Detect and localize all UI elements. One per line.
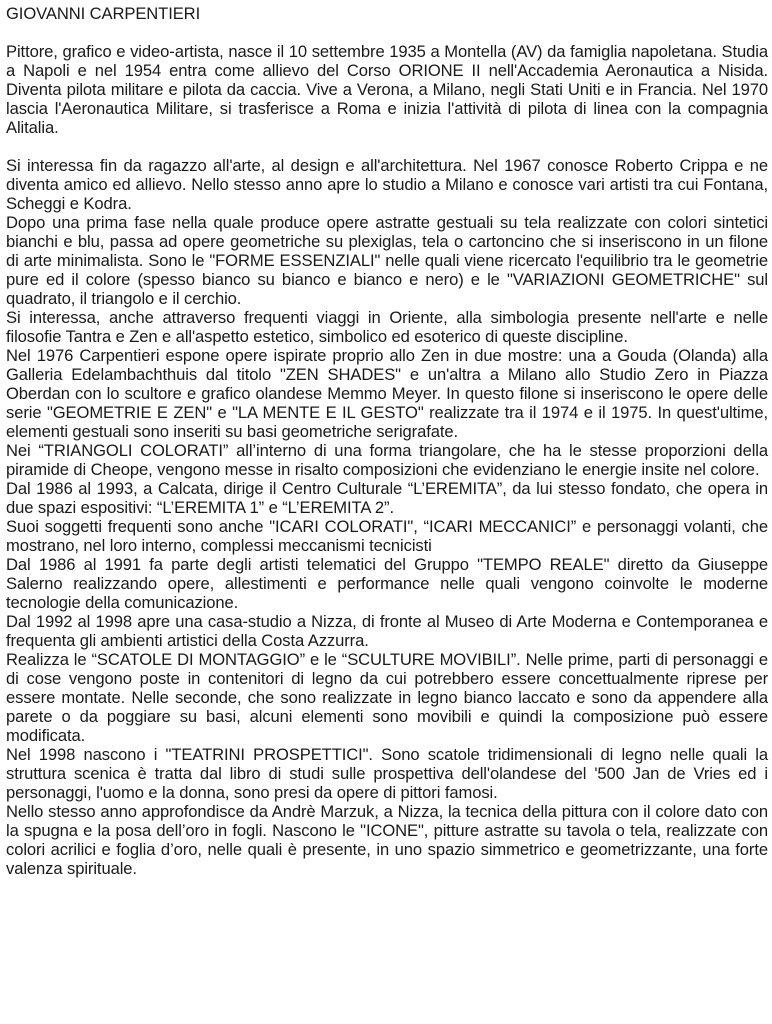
paragraph-early-works: Dopo una prima fase nella quale produce opere astratte gestuali su tela realizzate con colori sintetici bianchi e blu, passa ad opere geometriche su plexiglas, tela o cartoncino che si inseriscono in un filone di arte minimalista. Sono le "FORME ESSENZIALI" nelle quali viene ricercato l'equilibrio tra le geometrie pure ed il colore (spesso bianco su bianco e bianco e nero) e le "VARIAZIONI GEOMETRICHE" sul quadrato, il triangolo e il cerchio. [6,213,768,308]
paragraph-nizza: Dal 1992 al 1998 apre una casa-studio a Nizza, di fronte al Museo di Arte Moderna e Contemporanea e frequenta gli ambienti artistici della Costa Azzurra. [6,612,768,650]
paragraph-art-interest: Si interessa fin da ragazzo all'arte, al design e all'architettura. Nel 1967 conosce Roberto Crippa e ne diventa amico ed allievo. Nello stesso anno apre lo studio a Milano e conosce vari artisti tra cui Fontana, Scheggi e Kodra. [6,156,768,213]
paragraph-eremita: Dal 1986 al 1993, a Calcata, dirige il Centro Culturale “L’EREMITA”, da lui stesso fondato, che opera in due spazi espositivi: “L’EREMITA 1” e “L’EREMITA 2”. [6,479,768,517]
paragraph-zen-exhibitions: Nel 1976 Carpentieri espone opere ispirate proprio allo Zen in due mostre: una a Gouda (Olanda) alla Galleria Edelambachthuis dal titolo "ZEN SHADES" e un'altra a Milano allo Studio Zero in Piazza Oberdan con lo scultore e grafico olandese Memmo Meyer. In questo filone si inseriscono le opere delle serie "GEOMETRIE E ZEN" e "LA MENTE E IL GESTO" realizzate tra il 1974 e il 1975. In quest'ultime, elementi gestuali sono inseriti su basi geometriche serigrafate. [6,346,768,441]
document-page [6,4,768,878]
paragraph-biography: Pittore, grafico e video-artista, nasce il 10 settembre 1935 a Montella (AV) da famiglia napoletana. Studia a Napoli e nel 1954 entra come allievo del Corso ORIONE II nell'Accademia Aeronautica a Nisida. Diventa pilota militare e pilota da caccia. Vive a Verona, a Milano, negli Stati Uniti e in Francia. Nel 1970 lascia l'Aeronautica Militare, si trasferisce a Roma e inizia l'attività di pilota di linea con la compagnia Alitalia. [6,42,768,137]
paragraph-tempo-reale: Dal 1986 al 1991 fa parte degli artisti telematici del Gruppo "TEMPO REALE" diretto da Giuseppe Salerno realizzando opere, allestimenti e performance nelle quali vengono coinvolte le moderne tecnologie della comunicazione. [6,555,768,612]
document-title: GIOVANNI CARPENTIERI [6,4,201,23]
paragraph-triangoli: Nei “TRIANGOLI COLORATI” all’interno di una forma triangolare, che ha le stesse proporzioni della piramide di Cheope, vengono messe in risalto composizioni che evidenziano le energie insite nel colore. [6,441,768,479]
paragraph-orient: Si interessa, anche attraverso frequenti viaggi in Oriente, alla simbologia presente nell'arte e nelle filosofie Tantra e Zen e all'aspetto estetico, simbolico ed esoterico di queste discipline. [6,308,768,346]
paragraph-teatrini: Nel 1998 nascono i "TEATRINI PROSPETTICI". Sono scatole tridimensionali di legno nelle quali la struttura scenica è tratta dal libro di studi sulle prospettiva dell'olandese del '500 Jan de Vries ed i personaggi, l'uomo e la donna, sono presi da opere di pittori famosi. [6,745,768,802]
paragraph-scatole: Realizza le “SCATOLE DI MONTAGGIO” e le “SCULTURE MOVIBILI”. Nelle prime, parti di personaggi e di cose vengono poste in contenitori di legno da cui potrebbero essere concettualmente riprese per essere montate. Nelle seconde, che sono realizzate in legno bianco laccato e sono da appendere alla parete o da poggiare su basi, alcuni elementi sono movibili e quindi la composizione può essere modificata. [6,650,768,745]
paragraph-icone: Nello stesso anno approfondisce da Andrè Marzuk, a Nizza, la tecnica della pittura con il colore dato con la spugna e la posa dell’oro in fogli. Nascono le "ICONE", pitture astratte su tavola o tela, realizzate con colori acrilici e foglia d’oro, nelle quali è presente, in uno spazio simmetrico e geometrizzante, una forte valenza spirituale. [6,802,768,878]
paragraph-icari: Suoi soggetti frequenti sono anche "ICARI COLORATI", “ICARI MECCANICI” e personaggi volanti, che mostrano, nel loro interno, complessi meccanismi tecnicisti [6,517,768,555]
